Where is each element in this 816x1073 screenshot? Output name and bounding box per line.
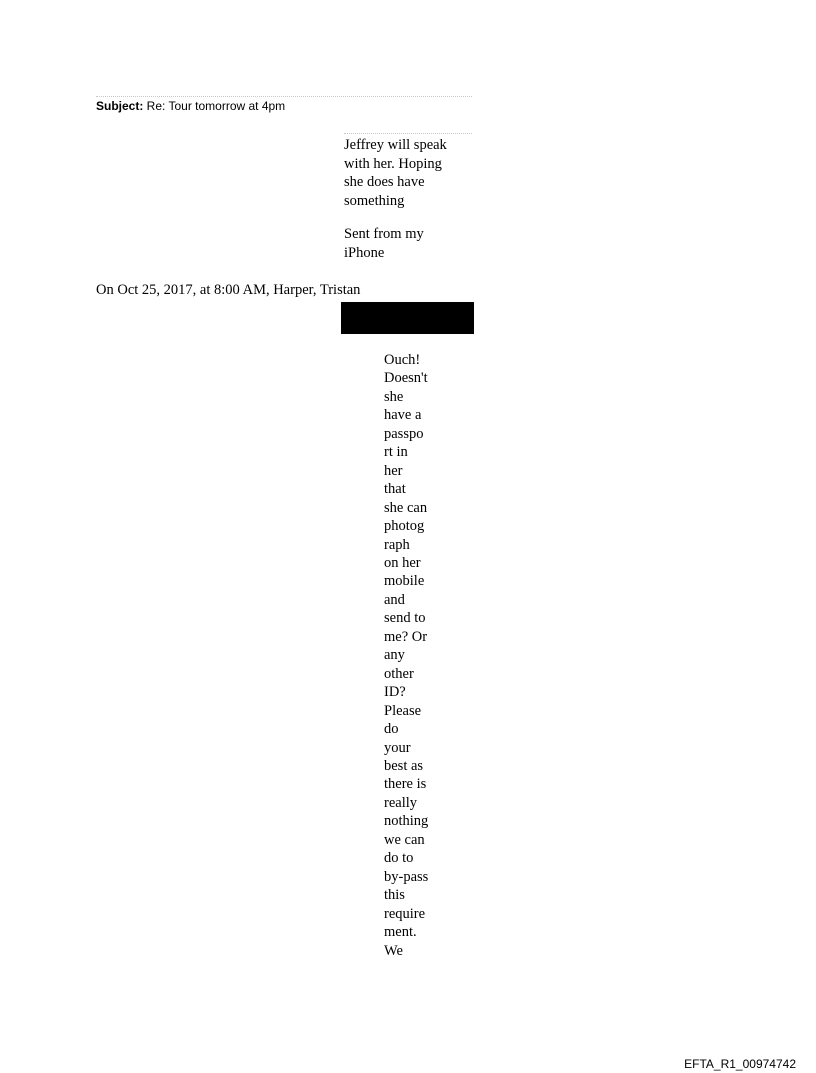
quoted-line: ID? [384, 684, 406, 701]
quoted-line: nothing [384, 813, 429, 830]
quoted-line: mobile [384, 573, 425, 590]
quoted-line: raph [384, 536, 410, 553]
quoted-line: her [384, 462, 403, 479]
redaction-block [341, 302, 474, 334]
quoted-line: best as [384, 757, 424, 774]
header-divider [96, 96, 472, 97]
quoted-line: require [384, 905, 426, 922]
quoted-line: rt in [384, 444, 408, 461]
quoted-line: she [384, 388, 404, 405]
quoted-line: by-pass [384, 868, 429, 885]
quoted-line: on her [384, 554, 421, 571]
quoted-line: that [384, 481, 406, 498]
reply-signature: Sent from my iPhone [344, 226, 424, 261]
reply-message [344, 136, 464, 277]
quoted-line: we can [384, 831, 425, 848]
quoted-line: We [384, 942, 403, 959]
quoted-line: she can [384, 499, 428, 516]
quoted-line: do [384, 721, 399, 738]
quoted-line: other [384, 665, 414, 682]
subject-value: Re: Tour tomorrow at 4pm [143, 99, 286, 113]
reply-body: Jeffrey will speak with her. Hoping she does have something [344, 137, 447, 209]
quoted-line: do to [384, 850, 414, 867]
subject-label: Subject: [96, 99, 144, 113]
quoted-line: this [384, 887, 405, 904]
reply-divider [344, 133, 472, 134]
quoted-line: any [384, 647, 405, 664]
quoted-line: Please [384, 702, 422, 719]
quoted-line: really [384, 794, 418, 811]
quoted-line: Doesn't [384, 370, 428, 387]
quoted-message-header: On Oct 25, 2017, at 8:00 AM, Harper, Tristan [96, 282, 361, 298]
quoted-line: me? Or [384, 628, 428, 645]
quoted-message-body [384, 351, 428, 960]
email-subject-line [96, 98, 285, 114]
quoted-line: passpo [384, 425, 424, 442]
quoted-line: photog [384, 518, 425, 535]
quoted-line: ment. [384, 924, 417, 941]
quoted-line: have a [384, 407, 422, 424]
quoted-line: there is [384, 776, 427, 793]
quoted-line: Ouch! [384, 352, 421, 368]
quoted-line: your [384, 739, 411, 756]
bates-number: EFTA_R1_00974742 [684, 1057, 796, 1071]
quoted-line: send to [384, 610, 426, 627]
quoted-line: and [384, 591, 405, 608]
